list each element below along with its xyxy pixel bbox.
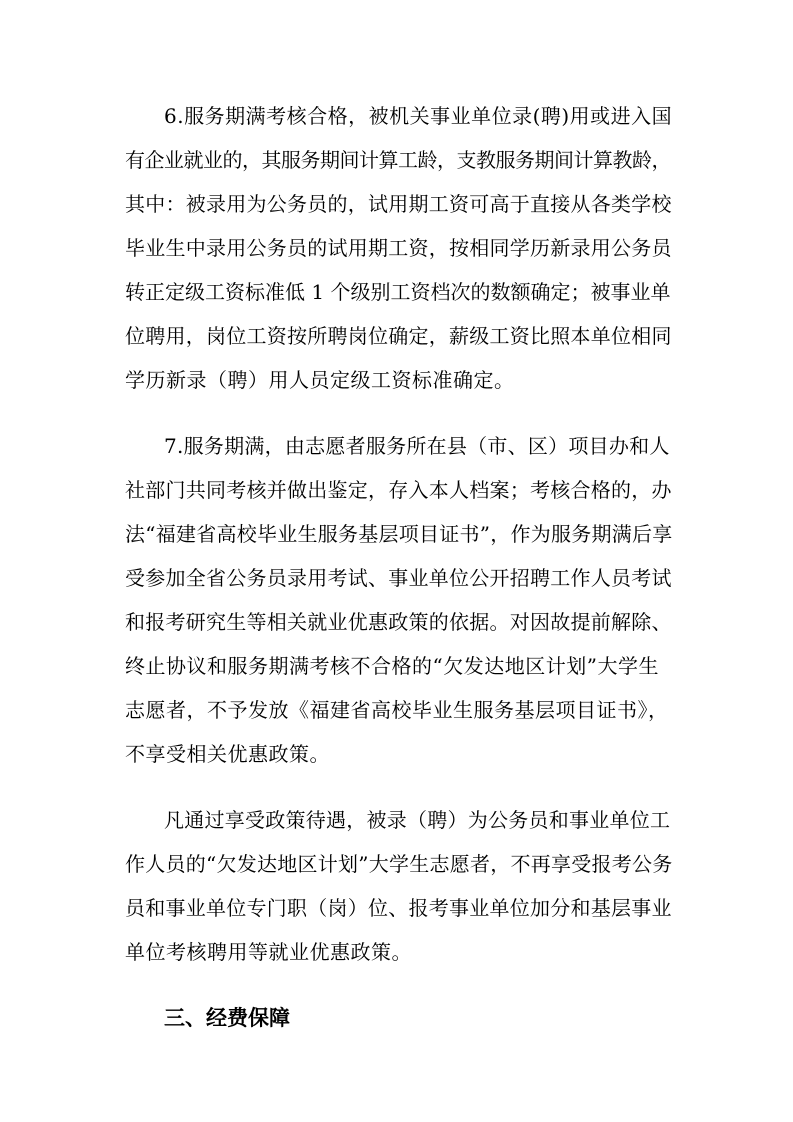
text-line: 和报考研究生等相关就业优惠政策的依据。对因故提前解除、 <box>125 610 672 634</box>
text-line: 社部门共同考核并做出鉴定，存入本人档案；考核合格的，办 <box>125 478 672 502</box>
text-line: 法“福建省高校毕业生服务基层项目证书”，作为服务期满后享 <box>125 522 673 546</box>
text-line: 志愿者，不予发放《福建省高校毕业生服务基层项目证书》， <box>125 698 669 722</box>
text-line: 其中：被录用为公务员的，试用期工资可高于直接从各类学校 <box>125 192 672 216</box>
text-line: 位聘用，岗位工资按所聘岗位确定，薪级工资比照本单位相同 <box>125 324 672 348</box>
text-line: 作人员的“欠发达地区计划”大学生志愿者，不再享受报考公务 <box>125 852 673 876</box>
text-line: 受参加全省公务员录用考试、事业单位公开招聘工作人员考试 <box>125 566 672 590</box>
text-line: 员和事业单位专门职（岗）位、报考事业单位加分和基层事业 <box>125 896 672 920</box>
text-line: 毕业生中录用公务员的试用期工资，按相同学历新录用公务员 <box>125 236 672 260</box>
text-line: 转正定级工资标准低 1 个级别工资档次的数额确定；被事业单 <box>125 280 671 304</box>
text-line: 终止协议和服务期满考核不合格的“欠发达地区计划”大学生 <box>125 654 659 678</box>
text-line: 7.服务期满，由志愿者服务所在县（市、区）项目办和人 <box>164 434 670 458</box>
text-line: 学历新录（聘）用人员定级工资标准确定。 <box>125 368 515 392</box>
text-line: 不享受相关优惠政策。 <box>125 742 330 766</box>
text-line: 单位考核聘用等就业优惠政策。 <box>125 940 412 964</box>
section-heading: 三、经费保障 <box>164 1006 290 1030</box>
text-line: 有企业就业的，其服务期间计算工龄，支教服务期间计算教龄， <box>125 148 671 172</box>
text-line: 6.服务期满考核合格，被机关事业单位录(聘)用或进入国 <box>164 104 673 128</box>
text-line: 凡通过享受政策待遇，被录（聘）为公务员和事业单位工 <box>164 808 671 832</box>
